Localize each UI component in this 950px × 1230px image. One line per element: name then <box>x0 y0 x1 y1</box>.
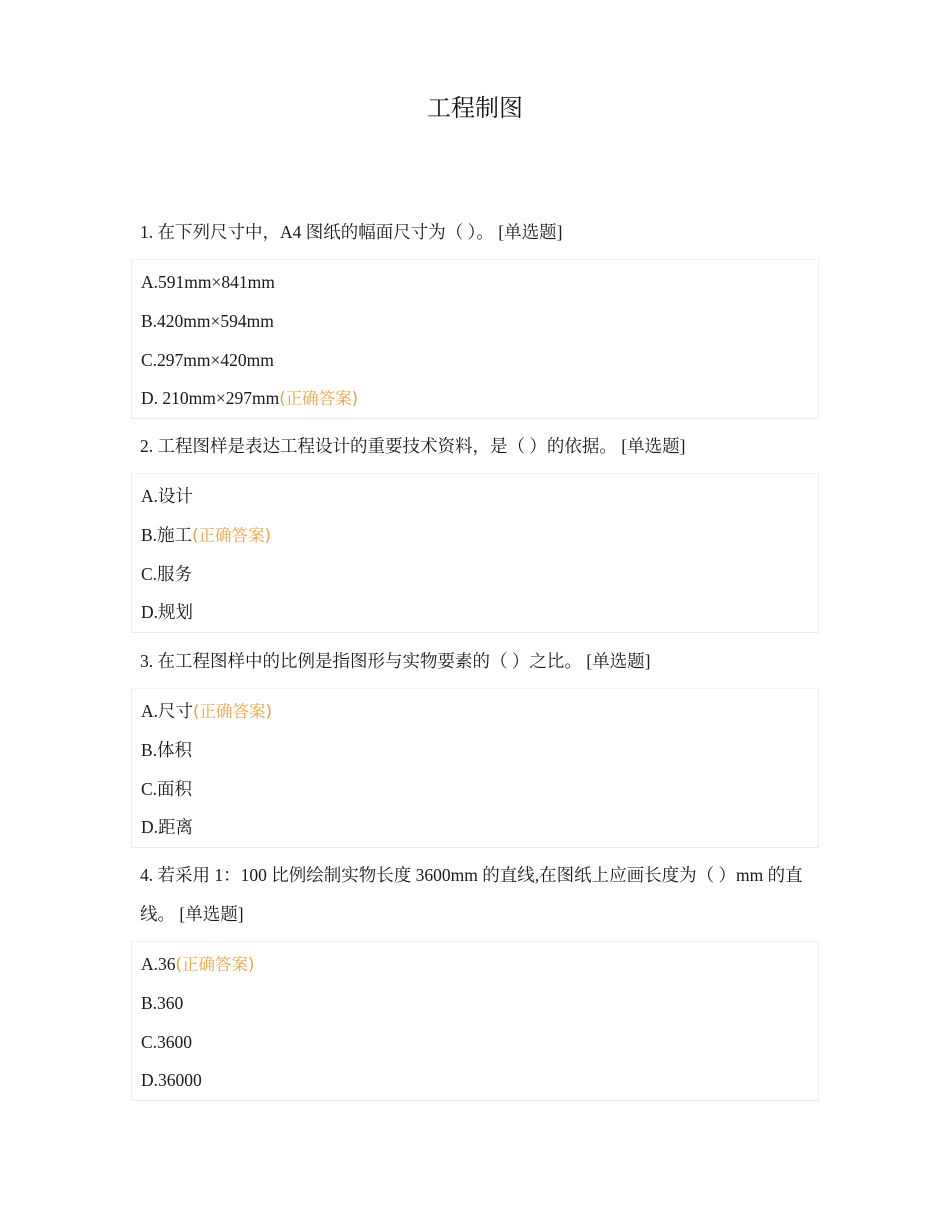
correct-answer-marker: (正确答案) <box>192 525 271 545</box>
options-list <box>131 941 819 1101</box>
option-d[interactable] <box>132 379 818 418</box>
option-label: C.服务 <box>141 563 193 584</box>
option-c[interactable] <box>132 555 818 594</box>
option-b[interactable] <box>132 516 818 555</box>
page-title: 工程制图 <box>427 94 523 122</box>
question-text: 4. 若采用 1：100 比例绘制实物长度 3600mm 的直线,在图纸上应画长度为（ ）mm 的直线。 [单选题] <box>140 865 803 924</box>
option-b[interactable] <box>132 731 818 770</box>
option-label: C.297mm×420mm <box>141 349 274 370</box>
option-label: B.420mm×594mm <box>141 310 274 331</box>
options-list <box>131 259 819 419</box>
option-label: D.36000 <box>141 1070 202 1091</box>
options-list <box>131 688 819 848</box>
option-label: A.设计 <box>141 486 194 506</box>
option-a[interactable] <box>132 477 818 516</box>
option-d[interactable] <box>132 593 818 632</box>
correct-answer-marker: (正确答案) <box>193 702 272 721</box>
option-label: A.591mm×841mm <box>141 272 275 292</box>
option-label: C.3600 <box>141 1031 193 1052</box>
question-4 <box>131 856 819 1101</box>
question-text: 3. 在工程图样中的比例是指图形与实物要素的（ ）之比。 [单选题] <box>140 651 651 671</box>
option-c[interactable] <box>132 770 818 809</box>
option-a[interactable] <box>132 263 818 302</box>
question-2 <box>131 427 819 633</box>
question-1 <box>131 213 819 419</box>
option-c[interactable] <box>132 341 818 380</box>
option-label: D.规划 <box>141 602 194 623</box>
question-text: 1. 在下列尺寸中，A4 图纸的幅面尺寸为（ ）。 [单选题] <box>140 222 563 242</box>
correct-answer-marker: (正确答案) <box>175 955 255 974</box>
option-label: A.尺寸 <box>141 701 194 721</box>
option-d[interactable] <box>132 808 818 847</box>
option-label: A.36 <box>141 954 176 974</box>
question-text: 2. 工程图样是表达工程设计的重要技术资料，是（ ）的依据。 [单选题] <box>140 436 686 456</box>
option-label: B.360 <box>141 992 184 1013</box>
options-list <box>131 473 819 633</box>
option-c[interactable] <box>132 1023 818 1062</box>
correct-answer-marker: (正确答案) <box>279 389 359 409</box>
option-b[interactable] <box>132 302 818 341</box>
option-label: C.面积 <box>141 778 193 799</box>
question-3 <box>131 642 819 848</box>
option-a[interactable] <box>132 945 818 984</box>
option-b[interactable] <box>132 984 818 1023</box>
option-label: B.施工 <box>141 524 193 545</box>
option-label: B.体积 <box>141 739 193 760</box>
option-d[interactable] <box>132 1061 818 1100</box>
option-label: D.距离 <box>141 817 194 838</box>
option-a[interactable] <box>132 692 818 731</box>
option-label: D. 210mm×297mm <box>141 388 280 409</box>
